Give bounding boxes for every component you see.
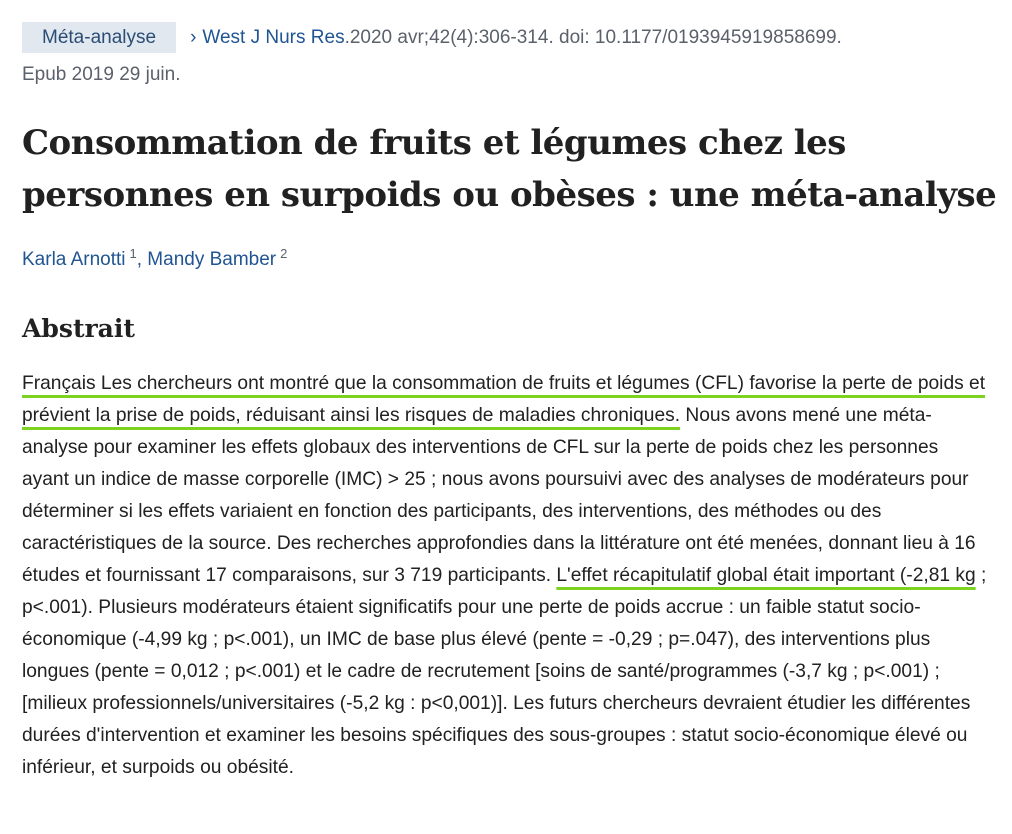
journal-link[interactable]: West J Nurs Res xyxy=(202,27,345,48)
author-list xyxy=(22,246,287,271)
affiliation-marker[interactable]: 2 xyxy=(280,246,288,261)
author-link[interactable]: Karla Arnotti xyxy=(22,249,126,270)
publication-type-badge[interactable]: Méta-analyse xyxy=(22,22,176,53)
affiliation-marker[interactable]: 1 xyxy=(129,246,137,261)
abstract-text-segment: Nous avons mené une méta-analyse pour examiner les effets globaux des interventions de CFL sur la perte de poids chez les personnes ayant un indice de masse corporelle (IMC) > 25 ; nous avons poursuivi avec des analyses de modérateurs pour déterminer si les effets variaient en fonction des participants, des interventions, des méthodes ou des caractéristiques de la source. Des recherches approfondies dans la littérature ont été menées, donnant lieu à 16 études et fournissant 17 comparaisons, sur 3 719 participants. xyxy=(22,405,976,586)
epub-date: Epub 2019 29 juin. xyxy=(22,64,181,85)
citation-details: .2020 avr;42(4):306-314. doi: 10.1177/0193945919858699. xyxy=(344,27,842,48)
abstract-text-segment: ; p<.001). Plusieurs modérateurs étaient significatifs pour une perte de poids accrue : un faible statut socio-économique (-4,99 kg ; p<.001), un IMC de base plus élevé (pente = -0,29 ; p=.047), des interventions plus longues (pente = 0,012 ; p<.001) et le cadre de recrutement [soins de santé/programmes (-3,7 kg ; p<.001) ; [milieux professionnels/universitaires (-5,2 kg : p<0,001)]. Les futurs chercheurs devraient étudier les différentes durées d'intervention et examiner les besoins spécifiques des sous-groupes : statut socio-économique élevé ou inférieur, et surpoids ou obésité. xyxy=(22,565,987,778)
article-title: Consommation de fruits et légumes chez les personnes en surpoids ou obèses : une méta-analyse xyxy=(22,123,997,215)
abstract-body xyxy=(22,368,988,784)
chevron-right-icon: › xyxy=(190,27,197,48)
abstract-heading: Abstrait xyxy=(22,314,135,343)
author-link[interactable]: Mandy Bamber xyxy=(147,249,277,270)
highlighted-sentence: L'effet récapitulatif global était important (-2,81 kg xyxy=(556,565,976,586)
citation-bar xyxy=(22,22,992,53)
highlighted-sentence: Français Les chercheurs ont montré que la consommation de fruits et légumes (CFL) favorise la perte de poids et prévient la prise de poids, réduisant ainsi les risques de maladies chroniques. xyxy=(22,373,986,426)
author-separator: , xyxy=(136,249,143,270)
